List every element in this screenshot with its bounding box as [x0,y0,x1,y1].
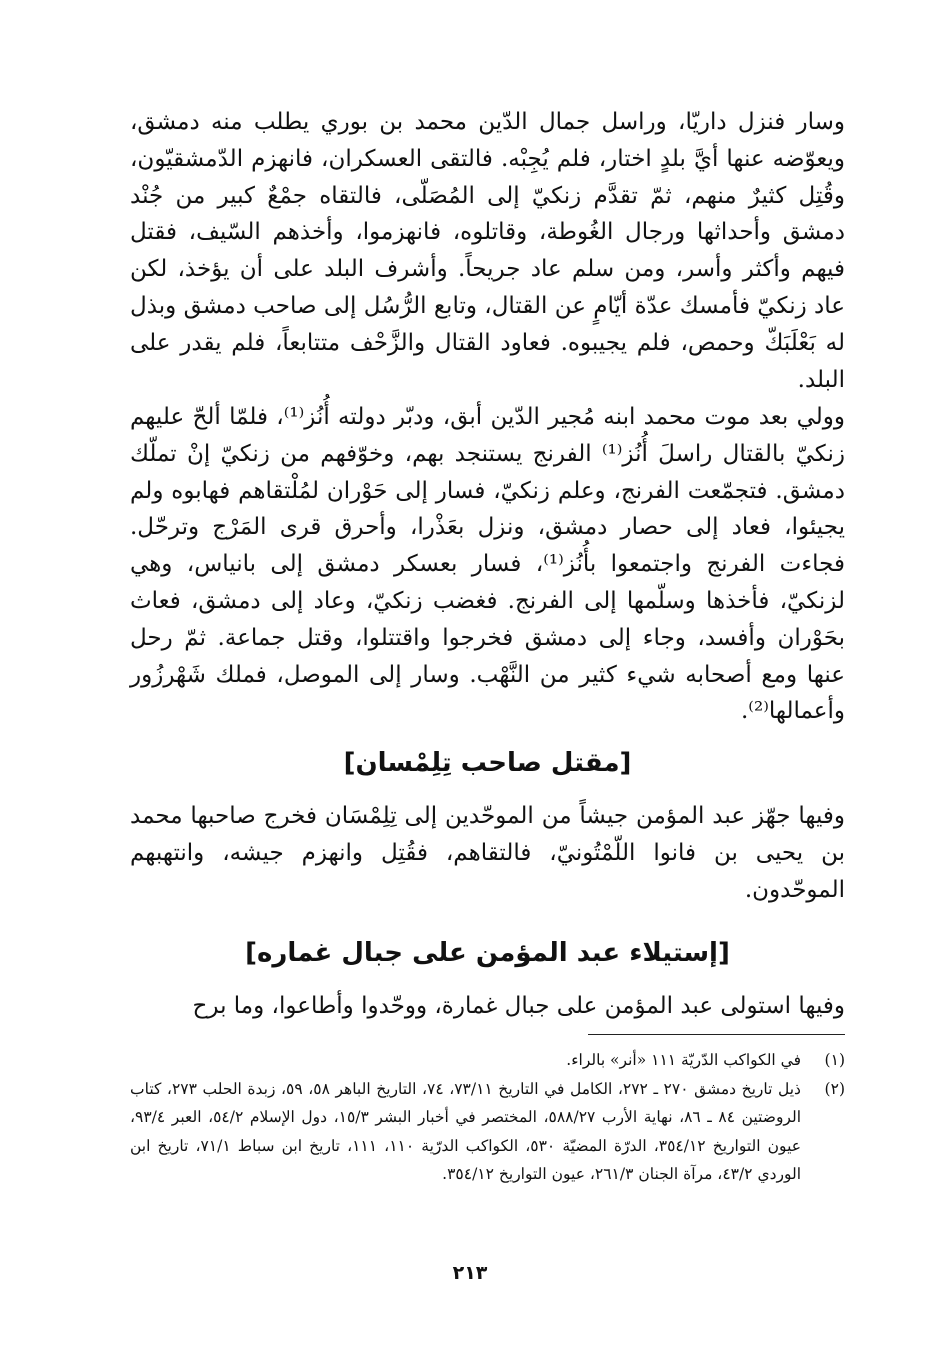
paragraph-unur-franks [130,399,845,730]
paragraph-text: وفيها جهّز عبد المؤمن جيشاً من الموحّدين إلى تِلِمْسَان فخرج صاحبها محمد بن يحيى بن فانوا اللّمْتُونيّ، فالتقاهم، فقُتِل وانهزم جيشه، وانتهبهم الموحّدون. [130,803,845,903]
footnotes [130,1046,845,1189]
footnote-number: (١) [824,1051,845,1069]
footnote-text: في الكواكب الدّريّة ١١١ «أنر» بالراء. [566,1051,801,1069]
paragraph-text: وفيها استولى عبد المؤمن على جبال غمارة، ووحّدوا وأطاعوا، وما برح [192,993,845,1019]
paragraph-ghumara [130,988,845,1025]
page-number: ٢١٣ [452,1262,488,1284]
paragraph-tlemcen [130,798,845,908]
footnote-item [130,1046,845,1075]
footnote-text: ذيل تاريخ دمشق ٢٧٠ ـ ٢٧٢، الكامل في التاريخ ٧٣/١١، ٧٤، التاريخ الباهر ٥٨، ٥٩، زبدة الحلب ٢٧٣، كتاب الروضتين ٨٤ ـ ٨٦، نهاية الأرب ٥٨٨/٢٧، المختصر في أخبار البشر ١٥/٣، دول الإسلام ٥٤/٢، العبر ٩٣/٤، عيون التواريخ ٣٥٤/١٢، الدرّة المضيّة ٥٣٠، الكواكب الدرّية ١١٠، ١١١، تاريخ ابن سباط ٧١/١، تاريخ ابن الوردي ٤٣/٢، مرآة الجنان ٢٦١/٣، عيون التواريخ ٣٥٤/١٢. [130,1079,802,1183]
section-heading-ghumara: [إستيلاء عبد المؤمن على جبال غماره] [245,938,730,968]
paragraph-text: وسار فنزل داريّا، وراسل جمال الدّين محمد بن بوري يطلب منه دمشق، ويعوّضه عنها أيَّ بلدٍ اختار، فلم يُجِبْه. فالتقى العسكران، فانهزم الدّمشقيّون، وقُتِل كثيرٌ منهم، ثمّ تقدَّم زنكيّ إلى المُصَلّى، فالتقاه جمْعٌ كبير من جُنْد دمشق وأحداثها ورجال الغُوطة، وقاتلوه، فانهزموا، وأخذهم السّيف، فقتل فيهم وأكثر وأسر، ومن سلم عاد جريحاً. وأشرف البلد على أن يؤخذ، لكن عاد زنكيّ فأمسك عدّة أيّامٍ عن القتال، وتابع الرُّسُل إلى صاحب دمشق وبذل له بَعْلَبَكّ وحمص، فلم يجيبوه. فعاود القتال والزَّحْف متتابعاً، فلم يقدر على البلد. [130,109,845,393]
section-heading-tlemcen: [مقتل صاحب تِلِمْسان] [343,748,632,778]
footnote-item [130,1075,845,1189]
paragraph-text: وولي بعد موت محمد ابنه مُجير الدّين أبق، ودبّر دولته أُنُز⁽¹⁾، فلمّا ألحّ عليهم زنكيّ بالقتال راسلَ أُنُز⁽¹⁾ الفرنج يستنجد بهم، وخوّفهم من زنكيّ إنْ تملّك دمشق. فتجمّعت الفرنج، وعلم زنكيّ، فسار إلى حَوْران لمُلْتقاهم فهابوه ولم يجيئوا، فعاد إلى حصار دمشق، ونزل بعَذْرا، وأحرق قرى المَرْج وترحّل. فجاءت الفرنج واجتمعوا بأُنُز⁽¹⁾، فسار بعسكر دمشق إلى بانياس، وهي لزنكيّ، فأخذها وسلّمها إلى الفرنج. فغضب زنكيّ، وعاد إلى دمشق، فعاث بحَوْران وأفسد، وجاء إلى دمشق فخرجوا واقتتلوا، وقتل جماعة. ثمّ رحل عنها ومع أصحابه شيء كثير من النَّهْب. وسار إلى الموصل، فملك شَهْرزُور وأعمالها⁽²⁾. [130,404,846,725]
paragraph-zangi-siege-damascus [130,104,845,398]
footnote-number: (٢) [824,1079,845,1098]
footnote-separator [588,1034,845,1035]
